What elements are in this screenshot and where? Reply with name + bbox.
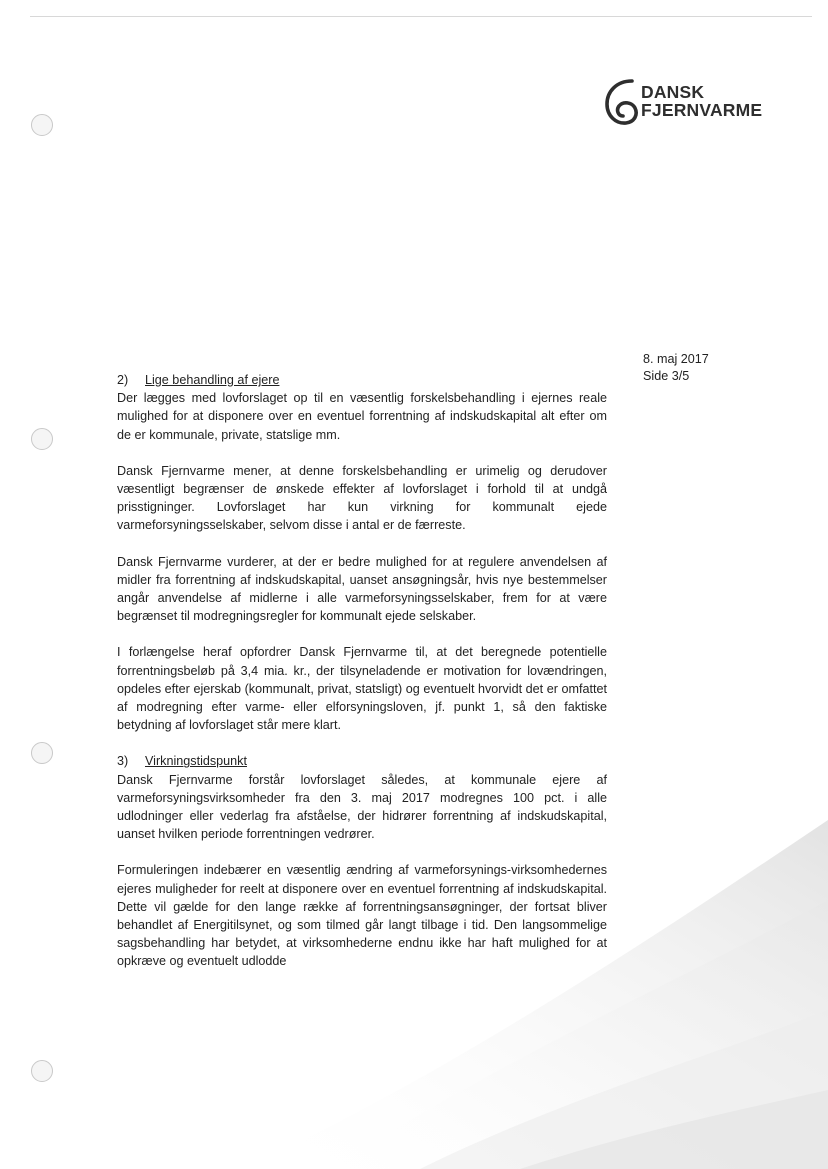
- paragraph: Dansk Fjernvarme forstår lovforslaget således, at kommunale ejere af varmeforsyningsvirksomheder fra den 3. maj 2017 modregnes 100 pct. i alle udlodninger eller vederlag fra afståelse, der hidrører forrentning af indskudskapital, uanset hvilken periode forrentningen vedrører.: [117, 772, 607, 842]
- logo-wordmark: [641, 83, 762, 119]
- paragraph: Dansk Fjernvarme mener, at denne forskelsbehandling er urimelig og derudover væsentligt begrænser de ønskede effekter af lovforslaget i forhold til at undgå prisstigninger. Lovforslaget har kun virkning for kommunalt ejede varmeforsyningsselskaber, selvom disse i antal er de færreste.: [117, 463, 607, 533]
- dansk-fjernvarme-swirl-icon: [604, 77, 640, 127]
- section-heading: [117, 371, 607, 389]
- logo-line-1: DANSK: [641, 82, 705, 102]
- letter-date: 8. maj 2017: [643, 352, 709, 366]
- logo-line-2: FJERNVARME: [641, 100, 763, 120]
- letter-body: [117, 371, 607, 971]
- paragraph: I forlængelse heraf opfordrer Dansk Fjernvarme til, at det beregnede potentielle forrentningsbeløb på 3,4 mia. kr., der tilsyneladende er motivation for lovændringen, opdeles efter ejerskab (kommunalt, privat, statsligt) og eventuelt hvorvidt det er omfattet af modregning efter varme- eller elforsyningsloven, jf. punkt 1, så den faktiske betydning af lovforslaget står mere klart.: [117, 645, 607, 733]
- punch-hole-icon: [31, 742, 53, 764]
- page-number: Side 3/5: [643, 369, 690, 383]
- top-rule: [30, 16, 812, 17]
- section-number: 3): [117, 754, 129, 769]
- punch-hole-icon: [31, 1060, 53, 1082]
- dansk-fjernvarme-logo: [604, 77, 779, 129]
- punch-hole-icon: [31, 428, 53, 450]
- paragraph: Der lægges med lovforslaget op til en væsentlig forskelsbehandling i ejernes reale mulighed for at disponere over en eventuel forrentning af indskudskapital alt efter om de er kommunale, private, statslige mm.: [117, 391, 607, 442]
- punch-hole-icon: [31, 114, 53, 136]
- letter-meta: [643, 351, 709, 385]
- section-heading: [117, 752, 607, 770]
- section-number: 2): [117, 373, 129, 387]
- section-title: Virkningstidspunkt: [145, 754, 247, 769]
- paragraph: Formuleringen indebærer en væsentlig ændring af varmeforsynings-virksomhedernes ejeres muligheder for reelt at disponere over en eventuel forrentning af indskudskapital. Dette vil gælde for den lange række af forrentningsansøgninger, der fortsat bliver behandlet af Energitilsynet, og som tilmed går langt tilbage i tid. Den langsommelige sagsbehandling har betydet, at virksomhederne endnu ikke har haft mulighed for at opkræve og eventuelt udlodde: [117, 863, 607, 969]
- paragraph: Dansk Fjernvarme vurderer, at der er bedre mulighed for at regulere anvendelsen af midler fra forrentning af indskudskapital, uanset ansøgningsår, hvis nye bestemmelser angår anvendelse af midlerne i alle varmeforsyningsselskaber, frem for at være begrænset til modregningsregler for kommunalt ejede selskaber.: [117, 554, 607, 624]
- section-title: Lige behandling af ejere: [145, 373, 280, 387]
